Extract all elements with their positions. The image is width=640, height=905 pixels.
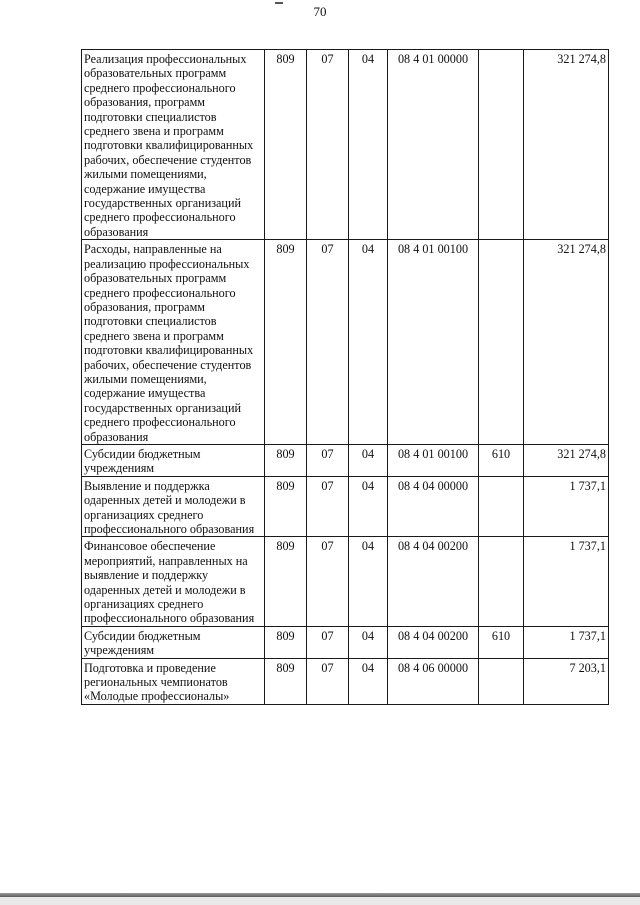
section-code-cell: 07 (307, 476, 349, 537)
target-article-cell: 08 4 01 00100 (388, 444, 479, 476)
budget-table-body (82, 50, 609, 705)
expense-type-cell: 610 (479, 444, 524, 476)
subsection-code-cell: 04 (349, 240, 388, 445)
target-article-cell: 08 4 01 00100 (388, 240, 479, 445)
section-code-cell: 07 (307, 240, 349, 445)
budget-table (81, 49, 609, 705)
expense-type-cell (479, 537, 524, 626)
row-name-cell: Выявление и поддержка одаренных детей и молодежи в организациях среднего профессионального образования (82, 476, 265, 537)
admin-code-cell: 809 (265, 537, 307, 626)
target-article-cell: 08 4 04 00000 (388, 476, 479, 537)
expense-type-cell (479, 658, 524, 704)
expense-type-cell (479, 50, 524, 240)
row-name-cell: Подготовка и проведение региональных чемпионатов «Молодые профессионалы» (82, 658, 265, 704)
table-row (82, 50, 609, 240)
table-row (82, 444, 609, 476)
section-code-cell: 07 (307, 444, 349, 476)
row-name-cell: Субсидии бюджетным учреждениям (82, 626, 265, 658)
amount-cell: 321 274,8 (524, 240, 609, 445)
amount-cell: 7 203,1 (524, 658, 609, 704)
admin-code-cell: 809 (265, 50, 307, 240)
admin-code-cell: 809 (265, 658, 307, 704)
subsection-code-cell: 04 (349, 626, 388, 658)
target-article-cell: 08 4 04 00200 (388, 626, 479, 658)
subsection-code-cell: 04 (349, 444, 388, 476)
row-name-cell: Субсидии бюджетным учреждениям (82, 444, 265, 476)
row-name-cell: Финансовое обеспечение мероприятий, направленных на выявление и поддержку одаренных детей и молодежи в организациях среднего профессионального образования (82, 537, 265, 626)
row-name-cell: Расходы, направленные на реализацию профессиональных образовательных программ среднего профессионального образования, программ подготовки специалистов среднего звена и программ подготовки квалифицированных рабочих, обеспечение студентов жилыми помещениями, содержание имущества государственных организаций среднего профессионального образования (82, 240, 265, 445)
amount-cell: 321 274,8 (524, 444, 609, 476)
expense-type-cell (479, 240, 524, 445)
subsection-code-cell: 04 (349, 476, 388, 537)
target-article-cell: 08 4 04 00200 (388, 537, 479, 626)
table-row (82, 240, 609, 445)
target-article-cell: 08 4 06 00000 (388, 658, 479, 704)
target-article-cell: 08 4 01 00000 (388, 50, 479, 240)
table-row (82, 537, 609, 626)
table-row (82, 626, 609, 658)
page-number: 70 (313, 4, 327, 19)
amount-cell: 321 274,8 (524, 50, 609, 240)
admin-code-cell: 809 (265, 476, 307, 537)
subsection-code-cell: 04 (349, 537, 388, 626)
amount-cell: 1 737,1 (524, 626, 609, 658)
scan-bottom-margin (0, 897, 640, 905)
admin-code-cell: 809 (265, 444, 307, 476)
amount-cell: 1 737,1 (524, 537, 609, 626)
section-code-cell: 07 (307, 658, 349, 704)
subsection-code-cell: 04 (349, 50, 388, 240)
table-row (82, 658, 609, 704)
row-name-cell: Реализация профессиональных образовательных программ среднего профессионального образования, программ подготовки специалистов среднего звена и программ подготовки квалифицированных рабочих, обеспечение студентов жилыми помещениями, содержание имущества государственных организаций среднего профессионального образования (82, 50, 265, 240)
admin-code-cell: 809 (265, 626, 307, 658)
subsection-code-cell: 04 (349, 658, 388, 704)
admin-code-cell: 809 (265, 240, 307, 445)
table-row (82, 476, 609, 537)
section-code-cell: 07 (307, 537, 349, 626)
section-code-cell: 07 (307, 626, 349, 658)
expense-type-cell (479, 476, 524, 537)
section-code-cell: 07 (307, 50, 349, 240)
expense-type-cell: 610 (479, 626, 524, 658)
amount-cell: 1 737,1 (524, 476, 609, 537)
